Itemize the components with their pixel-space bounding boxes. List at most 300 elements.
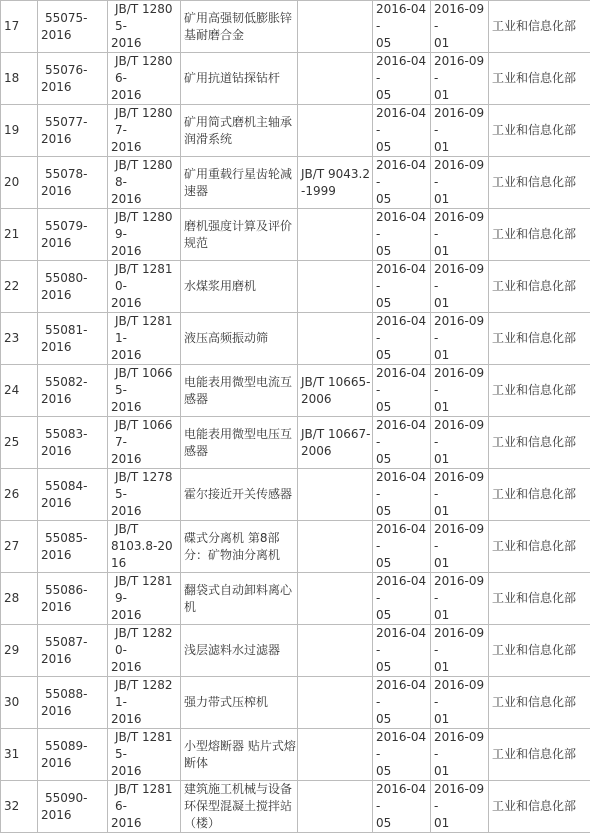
cell-no: 30 xyxy=(4,695,19,709)
cell-effective1: 2016-09- xyxy=(434,469,488,503)
filing-number xyxy=(38,417,108,469)
row-number xyxy=(1,677,38,729)
cell-code2: 2016 xyxy=(41,651,107,668)
cell-published1: 2016-04- xyxy=(376,521,430,555)
standard-number xyxy=(108,1,181,53)
cell-code2: 2016 xyxy=(41,755,107,772)
cell-dept: 工业和信息化部 xyxy=(492,643,576,657)
cell-name: 电能表用微型电压互感器 xyxy=(184,427,292,458)
cell-name: 碟式分离机 第8部分：矿物油分离机 xyxy=(184,531,280,562)
cell-code1: 55090- xyxy=(41,790,107,807)
cell-dept: 工业和信息化部 xyxy=(492,383,576,397)
cell-name: 矿用重载行星齿轮减速器 xyxy=(184,167,292,198)
cell-effective1: 2016-09- xyxy=(434,157,488,191)
table-row xyxy=(1,261,590,313)
publish-date xyxy=(373,53,431,105)
row-number xyxy=(1,521,38,573)
cell-std2: 2016 xyxy=(111,503,180,520)
effective-date xyxy=(431,53,489,105)
publish-date xyxy=(373,781,431,833)
standard-name xyxy=(181,313,298,365)
cell-std1: JB/T 12811- xyxy=(111,313,180,347)
cell-std1: JB/T 12807- xyxy=(111,105,180,139)
row-number xyxy=(1,625,38,677)
cell-dept: 工业和信息化部 xyxy=(492,539,576,553)
standard-number xyxy=(108,53,181,105)
standard-name xyxy=(181,1,298,53)
cell-code1: 55081- xyxy=(41,322,107,339)
cell-published1: 2016-04- xyxy=(376,157,430,191)
row-number xyxy=(1,105,38,157)
cell-effective1: 2016-09- xyxy=(434,729,488,763)
publish-date xyxy=(373,521,431,573)
cell-code1: 55085- xyxy=(41,530,107,547)
cell-std1: JB/T 12805- xyxy=(111,1,180,35)
cell-no: 25 xyxy=(4,435,19,449)
cell-effective2: 01 xyxy=(434,295,488,312)
cell-std1: JB/T 12810- xyxy=(111,261,180,295)
cell-std1: JB/T 12806- xyxy=(111,53,180,87)
cell-name: 矿用简式磨机主轴承润滑系统 xyxy=(184,115,292,146)
cell-code1: 55078- xyxy=(41,166,107,183)
cell-published2: 05 xyxy=(376,347,430,364)
cell-name: 建筑施工机械与设备 环保型混凝土搅拌站（楼） xyxy=(184,782,292,830)
cell-code1: 55075- xyxy=(41,10,107,27)
cell-std1: JB/T 12815- xyxy=(111,729,180,763)
cell-effective2: 01 xyxy=(434,815,488,832)
standard-name xyxy=(181,261,298,313)
effective-date xyxy=(431,781,489,833)
cell-std2: 2016 xyxy=(111,815,180,832)
cell-published2: 05 xyxy=(376,139,430,156)
row-number xyxy=(1,729,38,781)
table-row xyxy=(1,105,590,157)
cell-dept: 工业和信息化部 xyxy=(492,487,576,501)
issuing-department xyxy=(489,469,590,521)
cell-name: 强力带式压榨机 xyxy=(184,695,268,709)
cell-no: 29 xyxy=(4,643,19,657)
cell-published1: 2016-04- xyxy=(376,105,430,139)
effective-date xyxy=(431,313,489,365)
cell-dept: 工业和信息化部 xyxy=(492,19,576,33)
cell-no: 24 xyxy=(4,383,19,397)
table-row xyxy=(1,677,590,729)
cell-code1: 55084- xyxy=(41,478,107,495)
cell-code2: 2016 xyxy=(41,599,107,616)
filing-number xyxy=(38,365,108,417)
publish-date xyxy=(373,313,431,365)
standard-number xyxy=(108,261,181,313)
issuing-department xyxy=(489,1,590,53)
publish-date xyxy=(373,625,431,677)
cell-name: 小型熔断器 贴片式熔断体 xyxy=(184,739,296,770)
replaced-standard xyxy=(298,625,373,677)
effective-date xyxy=(431,209,489,261)
effective-date xyxy=(431,417,489,469)
cell-effective1: 2016-09- xyxy=(434,1,488,35)
cell-effective2: 01 xyxy=(434,139,488,156)
cell-published2: 05 xyxy=(376,35,430,52)
filing-number xyxy=(38,1,108,53)
publish-date xyxy=(373,677,431,729)
cell-published1: 2016-04- xyxy=(376,729,430,763)
standard-name xyxy=(181,365,298,417)
cell-published1: 2016-04- xyxy=(376,573,430,607)
standard-name xyxy=(181,417,298,469)
cell-std1: JB/T 12808- xyxy=(111,157,180,191)
cell-effective1: 2016-09- xyxy=(434,209,488,243)
standard-name xyxy=(181,53,298,105)
cell-std2: 8103.8-2016 xyxy=(111,538,180,572)
cell-name: 液压高频振动筛 xyxy=(184,331,268,345)
standard-name xyxy=(181,469,298,521)
cell-no: 26 xyxy=(4,487,19,501)
row-number xyxy=(1,781,38,833)
table-row xyxy=(1,365,590,417)
replaced-standard xyxy=(298,261,373,313)
issuing-department xyxy=(489,521,590,573)
cell-published2: 05 xyxy=(376,191,430,208)
cell-dept: 工业和信息化部 xyxy=(492,175,576,189)
cell-std1: JB/T 10665- xyxy=(111,365,180,399)
cell-effective2: 01 xyxy=(434,87,488,104)
cell-std1: JB/T 12821- xyxy=(111,677,180,711)
table-row xyxy=(1,729,590,781)
issuing-department xyxy=(489,209,590,261)
replaced-standard xyxy=(298,729,373,781)
table-row xyxy=(1,313,590,365)
standard-number xyxy=(108,573,181,625)
cell-published1: 2016-04- xyxy=(376,625,430,659)
cell-code1: 55077- xyxy=(41,114,107,131)
filing-number xyxy=(38,625,108,677)
filing-number xyxy=(38,573,108,625)
cell-effective1: 2016-09- xyxy=(434,417,488,451)
publish-date xyxy=(373,157,431,209)
cell-std2: 2016 xyxy=(111,399,180,416)
issuing-department xyxy=(489,53,590,105)
cell-dept: 工业和信息化部 xyxy=(492,747,576,761)
cell-no: 31 xyxy=(4,747,19,761)
replaced-standard xyxy=(298,417,373,469)
cell-effective1: 2016-09- xyxy=(434,53,488,87)
cell-effective2: 01 xyxy=(434,763,488,780)
standard-name xyxy=(181,209,298,261)
cell-code2: 2016 xyxy=(41,79,107,96)
standard-number xyxy=(108,521,181,573)
standard-number xyxy=(108,729,181,781)
cell-std1: JB/T 12809- xyxy=(111,209,180,243)
cell-published2: 05 xyxy=(376,711,430,728)
cell-std1: JB/T 12820- xyxy=(111,625,180,659)
publish-date xyxy=(373,417,431,469)
cell-published2: 05 xyxy=(376,87,430,104)
filing-number xyxy=(38,105,108,157)
standard-number xyxy=(108,625,181,677)
table-row xyxy=(1,53,590,105)
cell-std1: JB/T 10667- xyxy=(111,417,180,451)
issuing-department xyxy=(489,313,590,365)
cell-effective1: 2016-09- xyxy=(434,573,488,607)
cell-no: 18 xyxy=(4,71,19,85)
cell-std1: JB/T xyxy=(111,521,180,538)
cell-effective1: 2016-09- xyxy=(434,261,488,295)
cell-std2: 2016 xyxy=(111,763,180,780)
issuing-department xyxy=(489,417,590,469)
cell-effective2: 01 xyxy=(434,399,488,416)
cell-effective1: 2016-09- xyxy=(434,313,488,347)
cell-code2: 2016 xyxy=(41,183,107,200)
cell-code2: 2016 xyxy=(41,339,107,356)
cell-code2: 2016 xyxy=(41,703,107,720)
filing-number xyxy=(38,521,108,573)
standard-number xyxy=(108,677,181,729)
cell-effective2: 01 xyxy=(434,711,488,728)
effective-date xyxy=(431,261,489,313)
filing-number xyxy=(38,157,108,209)
publish-date xyxy=(373,469,431,521)
effective-date xyxy=(431,573,489,625)
cell-published2: 05 xyxy=(376,815,430,832)
table-row xyxy=(1,157,590,209)
standard-name xyxy=(181,105,298,157)
issuing-department xyxy=(489,261,590,313)
cell-dept: 工业和信息化部 xyxy=(492,71,576,85)
standard-name xyxy=(181,625,298,677)
cell-name: 水煤浆用磨机 xyxy=(184,279,256,293)
cell-effective2: 01 xyxy=(434,243,488,260)
replaced-standard xyxy=(298,313,373,365)
row-number xyxy=(1,313,38,365)
cell-name: 霍尔接近开关传感器 xyxy=(184,487,292,501)
cell-dept: 工业和信息化部 xyxy=(492,591,576,605)
cell-code1: 55079- xyxy=(41,218,107,235)
cell-replaces: JB/T 9043.2-1999 xyxy=(301,167,370,198)
cell-dept: 工业和信息化部 xyxy=(492,123,576,137)
table-row xyxy=(1,1,590,53)
cell-code2: 2016 xyxy=(41,287,107,304)
cell-effective2: 01 xyxy=(434,607,488,624)
issuing-department xyxy=(489,365,590,417)
cell-published2: 05 xyxy=(376,763,430,780)
table-row xyxy=(1,209,590,261)
replaced-standard xyxy=(298,677,373,729)
table-row xyxy=(1,625,590,677)
filing-number xyxy=(38,209,108,261)
issuing-department xyxy=(489,573,590,625)
publish-date xyxy=(373,1,431,53)
effective-date xyxy=(431,365,489,417)
cell-dept: 工业和信息化部 xyxy=(492,435,576,449)
cell-std1: JB/T 12819- xyxy=(111,573,180,607)
standard-number xyxy=(108,469,181,521)
replaced-standard xyxy=(298,521,373,573)
row-number xyxy=(1,1,38,53)
effective-date xyxy=(431,729,489,781)
cell-name: 矿用高强韧低膨胀锌基耐磨合金 xyxy=(184,11,292,42)
cell-published1: 2016-04- xyxy=(376,417,430,451)
cell-published1: 2016-04- xyxy=(376,53,430,87)
filing-number xyxy=(38,261,108,313)
replaced-standard xyxy=(298,157,373,209)
filing-number xyxy=(38,53,108,105)
cell-published1: 2016-04- xyxy=(376,365,430,399)
cell-published1: 2016-04- xyxy=(376,209,430,243)
cell-code2: 2016 xyxy=(41,131,107,148)
cell-name: 浅层滤料水过滤器 xyxy=(184,643,280,657)
cell-no: 27 xyxy=(4,539,19,553)
cell-published1: 2016-04- xyxy=(376,469,430,503)
cell-std2: 2016 xyxy=(111,451,180,468)
replaced-standard xyxy=(298,573,373,625)
table-row xyxy=(1,469,590,521)
standard-name xyxy=(181,157,298,209)
row-number xyxy=(1,53,38,105)
cell-dept: 工业和信息化部 xyxy=(492,227,576,241)
cell-std2: 2016 xyxy=(111,711,180,728)
cell-published2: 05 xyxy=(376,607,430,624)
publish-date xyxy=(373,573,431,625)
cell-effective1: 2016-09- xyxy=(434,625,488,659)
cell-code1: 55086- xyxy=(41,582,107,599)
standard-number xyxy=(108,781,181,833)
standard-number xyxy=(108,313,181,365)
filing-number xyxy=(38,729,108,781)
cell-effective2: 01 xyxy=(434,451,488,468)
effective-date xyxy=(431,1,489,53)
replaced-standard xyxy=(298,105,373,157)
cell-replaces: JB/T 10667-2006 xyxy=(301,427,370,458)
effective-date xyxy=(431,105,489,157)
cell-effective1: 2016-09- xyxy=(434,677,488,711)
cell-no: 21 xyxy=(4,227,19,241)
issuing-department xyxy=(489,625,590,677)
table-row xyxy=(1,417,590,469)
cell-code1: 55083- xyxy=(41,426,107,443)
cell-no: 20 xyxy=(4,175,19,189)
cell-name: 电能表用微型电流互感器 xyxy=(184,375,292,406)
cell-published1: 2016-04- xyxy=(376,781,430,815)
cell-effective2: 01 xyxy=(434,347,488,364)
cell-code1: 55080- xyxy=(41,270,107,287)
cell-code2: 2016 xyxy=(41,443,107,460)
cell-published2: 05 xyxy=(376,295,430,312)
cell-code1: 55087- xyxy=(41,634,107,651)
cell-published2: 05 xyxy=(376,399,430,416)
cell-code2: 2016 xyxy=(41,235,107,252)
cell-std2: 2016 xyxy=(111,35,180,52)
cell-published2: 05 xyxy=(376,503,430,520)
table-row xyxy=(1,573,590,625)
effective-date xyxy=(431,469,489,521)
filing-number xyxy=(38,781,108,833)
standard-number xyxy=(108,105,181,157)
cell-dept: 工业和信息化部 xyxy=(492,279,576,293)
standard-number xyxy=(108,209,181,261)
cell-effective1: 2016-09- xyxy=(434,365,488,399)
effective-date xyxy=(431,625,489,677)
cell-code2: 2016 xyxy=(41,27,107,44)
standards-table-body xyxy=(1,1,590,833)
cell-published1: 2016-04- xyxy=(376,677,430,711)
publish-date xyxy=(373,209,431,261)
cell-replaces: JB/T 10665-2006 xyxy=(301,375,370,406)
standard-name xyxy=(181,729,298,781)
issuing-department xyxy=(489,781,590,833)
cell-code1: 55088- xyxy=(41,686,107,703)
issuing-department xyxy=(489,105,590,157)
cell-code1: 55076- xyxy=(41,62,107,79)
cell-code2: 2016 xyxy=(41,391,107,408)
cell-no: 17 xyxy=(4,19,19,33)
cell-name: 矿用抗道钻探钻杆 xyxy=(184,71,280,85)
filing-number xyxy=(38,677,108,729)
row-number xyxy=(1,157,38,209)
row-number xyxy=(1,209,38,261)
standard-number xyxy=(108,157,181,209)
cell-published1: 2016-04- xyxy=(376,261,430,295)
cell-effective2: 01 xyxy=(434,35,488,52)
cell-no: 19 xyxy=(4,123,19,137)
issuing-department xyxy=(489,677,590,729)
cell-effective2: 01 xyxy=(434,191,488,208)
publish-date xyxy=(373,261,431,313)
replaced-standard xyxy=(298,209,373,261)
standard-number xyxy=(108,417,181,469)
cell-std1: JB/T 12816- xyxy=(111,781,180,815)
row-number xyxy=(1,573,38,625)
publish-date xyxy=(373,365,431,417)
replaced-standard xyxy=(298,781,373,833)
cell-effective1: 2016-09- xyxy=(434,521,488,555)
cell-std2: 2016 xyxy=(111,191,180,208)
cell-effective2: 01 xyxy=(434,503,488,520)
cell-effective2: 01 xyxy=(434,659,488,676)
replaced-standard xyxy=(298,365,373,417)
cell-name: 磨机强度计算及评价规范 xyxy=(184,219,292,250)
cell-code1: 55082- xyxy=(41,374,107,391)
standard-name xyxy=(181,781,298,833)
cell-published2: 05 xyxy=(376,659,430,676)
cell-std1: JB/T 12785- xyxy=(111,469,180,503)
filing-number xyxy=(38,469,108,521)
effective-date xyxy=(431,521,489,573)
cell-published1: 2016-04- xyxy=(376,1,430,35)
cell-no: 28 xyxy=(4,591,19,605)
row-number xyxy=(1,365,38,417)
replaced-standard xyxy=(298,53,373,105)
publish-date xyxy=(373,105,431,157)
cell-effective2: 01 xyxy=(434,555,488,572)
cell-std2: 2016 xyxy=(111,139,180,156)
cell-code2: 2016 xyxy=(41,495,107,512)
cell-published2: 05 xyxy=(376,243,430,260)
row-number xyxy=(1,417,38,469)
cell-dept: 工业和信息化部 xyxy=(492,331,576,345)
cell-std2: 2016 xyxy=(111,659,180,676)
issuing-department xyxy=(489,729,590,781)
publish-date xyxy=(373,729,431,781)
cell-published2: 05 xyxy=(376,451,430,468)
cell-published2: 05 xyxy=(376,555,430,572)
row-number xyxy=(1,261,38,313)
standard-number xyxy=(108,365,181,417)
standard-name xyxy=(181,521,298,573)
cell-std2: 2016 xyxy=(111,347,180,364)
cell-effective1: 2016-09- xyxy=(434,105,488,139)
cell-no: 32 xyxy=(4,799,19,813)
effective-date xyxy=(431,157,489,209)
